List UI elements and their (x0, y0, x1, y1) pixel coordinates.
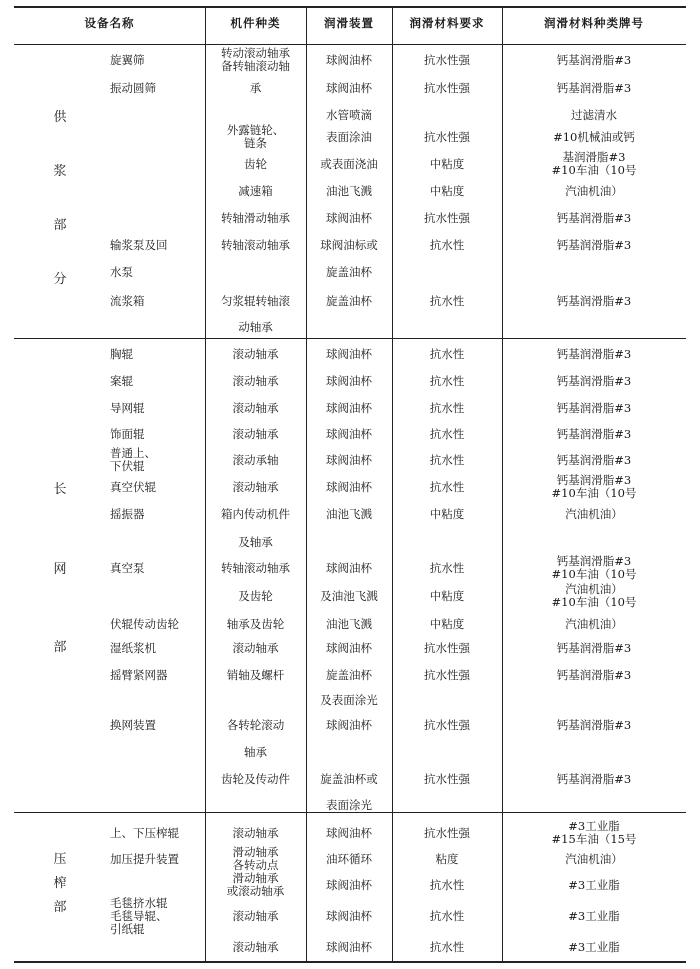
cell-grade: 汽油机油） (565, 582, 623, 596)
cell-part: 滚动轴承 (232, 640, 279, 655)
cell-equip: 摇臂紧网器 (110, 667, 168, 682)
cell-equip: 旋翼筛 (110, 52, 145, 67)
cell-part: 滚动承轴 (232, 452, 279, 467)
section-2-char-1: 长 (53, 482, 67, 497)
cell-req: 抗水性 (429, 908, 465, 923)
cell-part: 滚动轴承 (232, 908, 279, 923)
cell-grade: #10车油（10号 (551, 567, 637, 581)
cell-equip: 输浆泵及回 (110, 237, 168, 252)
section-1-char-2: 浆 (53, 164, 67, 179)
rule-section-2 (14, 812, 686, 813)
cell-part: 匀浆辊转轴滚 (221, 293, 290, 308)
header-part: 机件种类 (230, 16, 281, 30)
cell-part: 备转轴滚动轴 (221, 59, 290, 73)
header-equip: 设备名称 (84, 16, 135, 30)
cell-req: 抗水性 (429, 346, 465, 361)
cell-device: 球阀油杯 (326, 717, 372, 732)
cell-device: 旋盖油杯 (326, 293, 372, 308)
cell-part: 滚动轴承 (232, 426, 279, 441)
cell-req: 抗水性强 (424, 640, 470, 655)
cell-equip: 毛毯挤水辊 (110, 895, 168, 910)
cell-device: 球阀油杯 (326, 346, 372, 361)
cell-device: 旋盖油杯或 (320, 771, 378, 786)
cell-equip: 导网辊 (110, 400, 145, 415)
cell-req: 抗水性强 (424, 210, 470, 225)
cell-device: 及表面涂光 (320, 692, 378, 707)
cell-part: 齿轮 (244, 156, 267, 171)
cell-device: 球阀油杯 (326, 426, 372, 441)
cell-grade: #3工业脂 (568, 819, 620, 833)
cell-grade: #10机械油或钙 (553, 129, 635, 144)
cell-part: 滚动轴承 (232, 939, 279, 954)
cell-part: 转轴滚动轴承 (221, 237, 290, 252)
cell-part: 滚动轴承 (232, 400, 279, 415)
cell-part: 外露链轮、 (226, 123, 285, 137)
cell-device: 油池飞溅 (326, 506, 372, 521)
cell-part: 转轴滑动轴承 (221, 210, 290, 225)
cell-equip: 饰面辊 (110, 426, 145, 441)
cell-part: 减速箱 (238, 183, 273, 198)
cell-device: 油池飞溅 (326, 183, 372, 198)
header-device: 润滑装置 (324, 16, 374, 30)
cell-part: 轴承 (244, 744, 267, 759)
cell-part: 滑动轴承 (232, 845, 279, 859)
cell-grade: 汽油机油） (565, 183, 623, 198)
cell-part: 动轴承 (238, 319, 273, 334)
cell-req: 抗水性强 (424, 667, 470, 682)
cell-part: 滚动轴承 (232, 373, 279, 388)
cell-device: 球阀油杯 (326, 52, 372, 67)
cell-req: 抗水性 (429, 293, 465, 308)
cell-equip: 下伏辊 (110, 459, 145, 473)
cell-part: 箱内传动机件 (221, 506, 290, 521)
cell-device: 表面涂光 (326, 797, 372, 812)
cell-grade: 钙基润滑脂#3 (556, 473, 632, 487)
cell-part: 齿轮及传动件 (221, 771, 290, 786)
cell-device: 球阀油杯 (326, 939, 372, 954)
cell-grade: 钙基润滑脂#3 (556, 293, 632, 308)
cell-device: 旋盖油杯 (326, 667, 372, 682)
cell-grade: 汽油机油） (565, 851, 623, 866)
cell-device: 球阀油杯 (326, 80, 372, 95)
cell-device: 球阀油杯 (326, 560, 372, 575)
cell-part: 轴承及齿轮 (226, 616, 285, 631)
cell-grade: #10车油（10号 (551, 163, 637, 177)
cell-grade: #10车油（10号 (551, 595, 637, 609)
cell-device: 油环循环 (326, 851, 372, 866)
cell-req: 抗水性强 (424, 825, 470, 840)
rule-header-bottom (14, 44, 686, 45)
cell-req: 中粘度 (429, 156, 465, 171)
cell-device: 球阀油标或 (320, 237, 378, 252)
rule-section-1 (14, 338, 686, 339)
cell-part: 滚动轴承 (232, 825, 279, 840)
cell-grade: #3工业脂 (568, 939, 620, 954)
rule-bottom (14, 961, 686, 963)
cell-req: 抗水性强 (424, 80, 470, 95)
cell-device: 球阀油杯 (326, 640, 372, 655)
cell-part: 滚动轴承 (232, 346, 279, 361)
cell-req: 抗水性 (429, 373, 465, 388)
cell-grade: #3工业脂 (568, 908, 620, 923)
cell-req: 抗水性强 (424, 129, 470, 144)
header-grade: 润滑材料种类牌号 (544, 16, 644, 30)
cell-part: 链条 (244, 136, 267, 150)
section-1-char-1: 供 (53, 110, 67, 125)
cell-equip: 湿纸浆机 (110, 640, 156, 655)
cell-device: 球阀油杯 (326, 479, 372, 494)
section-2-char-3: 部 (53, 640, 67, 655)
cell-grade: 钙基润滑脂#3 (556, 80, 632, 95)
cell-req: 抗水性 (429, 400, 465, 415)
rule-top (14, 6, 686, 8)
cell-grade: 钙基润滑脂#3 (556, 237, 632, 252)
cell-grade: 钙基润滑脂#3 (556, 771, 632, 786)
section-3-char-3: 部 (53, 900, 67, 915)
cell-equip: 真空泵 (110, 560, 145, 575)
cell-grade: 钙基润滑脂#3 (556, 52, 632, 67)
cell-req: 抗水性强 (424, 52, 470, 67)
cell-part: 滚动轴承 (232, 479, 279, 494)
cell-device: 球阀油杯 (326, 825, 372, 840)
cell-equip: 引纸辊 (110, 921, 145, 936)
cell-device: 球阀油杯 (326, 877, 372, 892)
cell-equip: 加压提升装置 (110, 851, 179, 866)
cell-grade: 钙基润滑脂#3 (556, 554, 632, 568)
cell-equip: 伏辊传动齿轮 (110, 616, 179, 631)
cell-device: 球阀油杯 (326, 908, 372, 923)
cell-req: 抗水性 (429, 939, 465, 954)
cell-part: 承 (249, 80, 262, 95)
cell-equip: 水泵 (110, 264, 133, 279)
cell-req: 抗水性强 (424, 771, 470, 786)
section-2-char-2: 网 (53, 562, 67, 577)
cell-req: 中粘度 (429, 183, 465, 198)
cell-equip: 摇振器 (110, 506, 145, 521)
cell-req: 抗水性 (429, 426, 465, 441)
cell-req: 抗水性强 (424, 717, 470, 732)
cell-grade: 基润滑脂#3 (562, 150, 626, 164)
cell-req: 抗水性 (429, 479, 465, 494)
cell-device: 球阀油杯 (326, 400, 372, 415)
cell-equip: 流浆箱 (110, 293, 145, 308)
cell-equip: 换网装置 (110, 717, 156, 732)
cell-grade: 汽油机油） (565, 616, 623, 631)
section-3-char-2: 榨 (53, 876, 67, 891)
cell-grade: 钙基润滑脂#3 (556, 400, 632, 415)
cell-part: 销轴及螺杆 (226, 667, 285, 682)
cell-grade: 钙基润滑脂#3 (556, 346, 632, 361)
cell-grade: 钙基润滑脂#3 (556, 640, 632, 655)
cell-equip: 案辊 (110, 373, 133, 388)
cell-req: 抗水性 (429, 560, 465, 575)
cell-grade: #15车油（15号 (551, 832, 637, 846)
cell-equip: 普通上、 (110, 446, 156, 460)
cell-equip: 毛毯导辊、 (110, 908, 168, 923)
cell-equip: 胸辊 (110, 346, 133, 361)
cell-grade: 钙基润滑脂#3 (556, 717, 632, 732)
cell-equip: 真空伏辊 (110, 479, 156, 494)
cell-part: 或滚动轴承 (226, 884, 285, 898)
cell-equip: 上、下压榨辊 (110, 825, 179, 840)
cell-device: 球阀油杯 (326, 210, 372, 225)
cell-part: 及齿轮 (238, 588, 273, 603)
cell-part: 各转轮滚动 (226, 717, 285, 732)
cell-device: 水管喷滴 (326, 107, 372, 122)
cell-part: 滑动轴承 (232, 871, 279, 885)
section-1-char-4: 分 (53, 272, 67, 287)
cell-device: 油池飞溅 (326, 616, 372, 631)
cell-req: 抗水性 (429, 452, 465, 467)
cell-grade: 钙基润滑脂#3 (556, 426, 632, 441)
cell-device: 球阀油杯 (326, 452, 372, 467)
cell-req: 粘度 (435, 851, 459, 866)
section-1-char-3: 部 (53, 218, 67, 233)
cell-grade: 钙基润滑脂#3 (556, 452, 632, 467)
cell-equip: 振动圆筛 (110, 80, 156, 95)
cell-req: 中粘度 (429, 616, 465, 631)
cell-grade: 钙基润滑脂#3 (556, 210, 632, 225)
cell-grade: 钙基润滑脂#3 (556, 373, 632, 388)
cell-part: 转轴滚动轴承 (221, 560, 290, 575)
section-3-char-1: 压 (53, 852, 67, 867)
cell-device: 表面涂油 (326, 129, 372, 144)
header-req: 润滑材料要求 (409, 16, 485, 30)
cell-req: 抗水性 (429, 237, 465, 252)
cell-grade: #3工业脂 (568, 877, 620, 892)
cell-device: 或表面浇油 (320, 156, 378, 171)
cell-req: 抗水性 (429, 877, 465, 892)
cell-grade: #10车油（10号 (551, 486, 637, 500)
cell-grade: 钙基润滑脂#3 (556, 667, 632, 682)
cell-req: 中粘度 (429, 506, 465, 521)
cell-grade: 过滤清水 (571, 107, 617, 122)
cell-part: 转动滚动轴承 (221, 46, 290, 60)
cell-device: 旋盖油杯 (326, 264, 372, 279)
cell-part: 及轴承 (238, 534, 273, 549)
cell-device: 及油池飞溅 (320, 588, 378, 603)
cell-part: 各转动点 (232, 858, 279, 872)
cell-req: 中粘度 (429, 588, 465, 603)
cell-device: 球阀油杯 (326, 373, 372, 388)
cell-grade: 汽油机油） (565, 506, 623, 521)
